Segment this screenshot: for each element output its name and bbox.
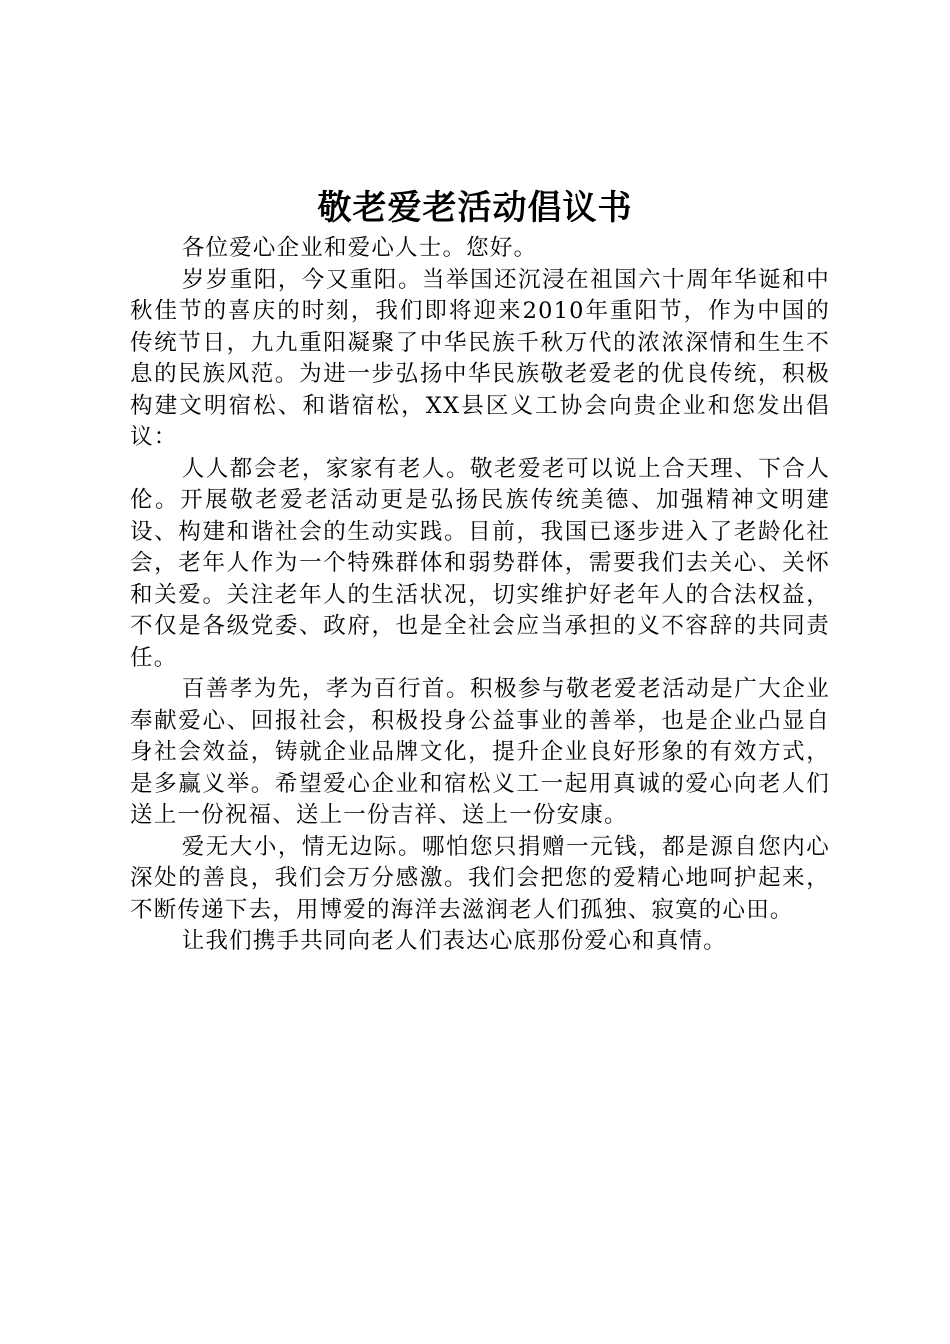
closing-paragraph: 让我们携手共同向老人们表达心底那份爱心和真情。	[181, 928, 727, 954]
body-paragraph: 百善孝为先，孝为百行首。积极参与敬老爱老活动是广大企业奉献爱心、回报社会，积极投身公益事业的善举，也是企业凸显自身社会效益，铸就企业品牌文化，提升企业良好形象的有效方式，是多赢义举。希望爱心企业和宿松义工一起用真诚的爱心向老人们送上一份祝福、送上一份吉祥、送上一份安康。	[130, 676, 830, 828]
document-title: 敬老爱老活动倡议书	[317, 188, 633, 228]
document-body	[130, 233, 830, 958]
body-paragraph: 岁岁重阳，今又重阳。当举国还沉浸在祖国六十周年华诞和中秋佳节的喜庆的时刻，我们即将迎来2010年重阳节，作为中国的传统节日，九九重阳凝聚了中华民族千秋万代的浓浓深情和生生不息的民族风范。为进一步弘扬中华民族敬老爱老的优良传统，积极构建文明宿松、和谐宿松，XX县区义工协会向贵企业和您发出倡议：	[130, 266, 830, 450]
salutation-paragraph: 各位爱心企业和爱心人士。您好。	[181, 235, 538, 261]
body-paragraph: 爱无大小，情无边际。哪怕您只捐赠一元钱，都是源自您内心深处的善良，我们会万分感激。我们会把您的爱精心地呵护起来，不断传递下去，用博爱的海洋去滋润老人们孤独、寂寞的心田。	[130, 833, 830, 923]
body-paragraph: 人人都会老，家家有老人。敬老爱老可以说上合天理、下合人伦。开展敬老爱老活动更是弘扬民族传统美德、加强精神文明建设、构建和谐社会的生动实践。目前，我国已逐步进入了老龄化社会，老年人作为一个特殊群体和弱势群体，需要我们去关心、关怀和关爱。关注老年人的生活状况，切实维护好老年人的合法权益，不仅是各级党委、政府，也是全社会应当承担的义不容辞的共同责任。	[130, 455, 830, 671]
